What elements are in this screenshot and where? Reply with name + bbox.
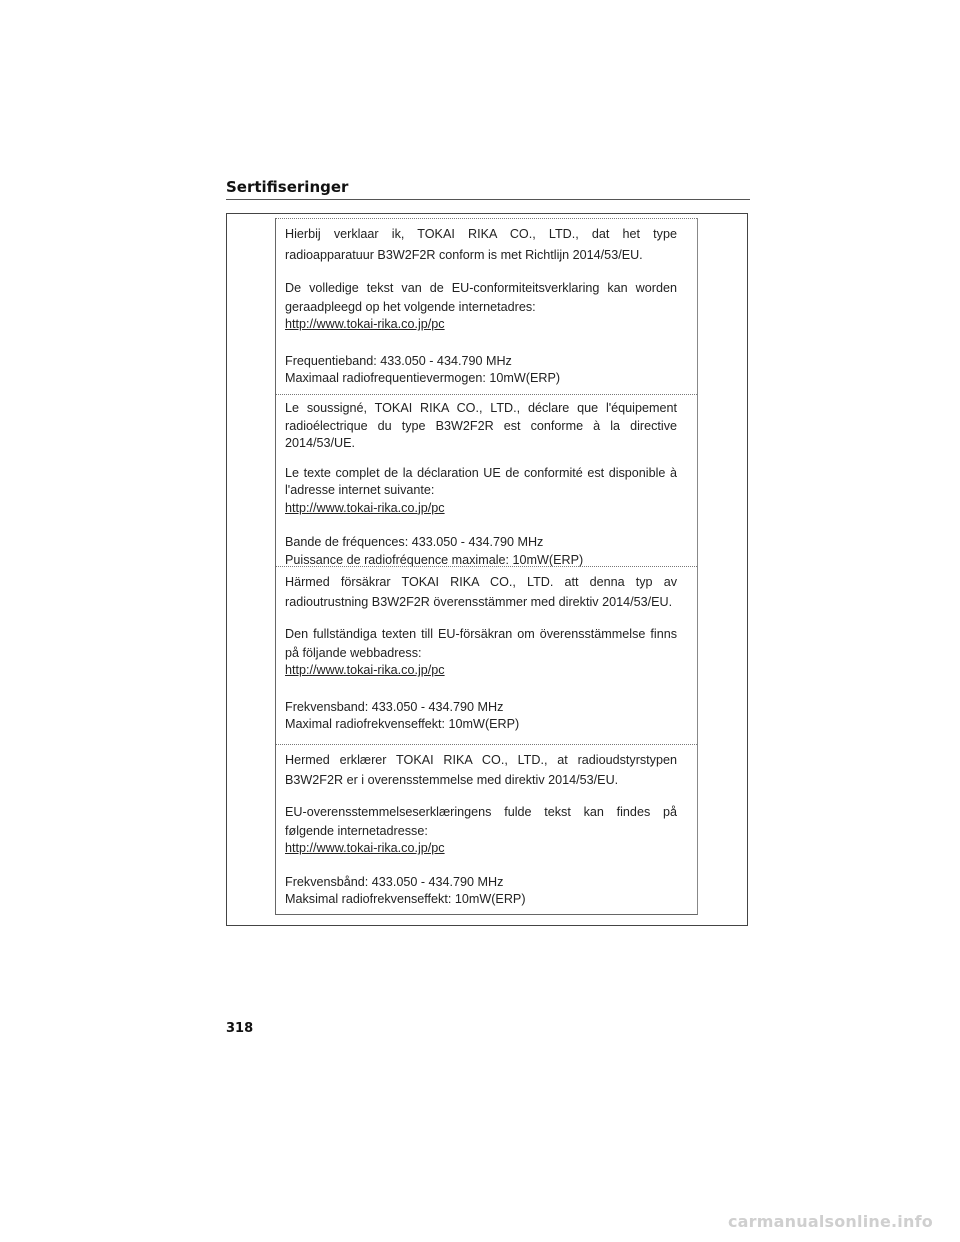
max-power-text: Maksimal radiofrekvenseffekt: 10mW(ERP) bbox=[285, 892, 526, 906]
full-text-note: Le texte complet de la déclaration UE de conformité est disponible à l'adresse internet suivante: bbox=[285, 465, 677, 497]
scanned-declaration-sheet bbox=[275, 218, 698, 915]
max-power-text: Maximaal radiofrequentievermogen: 10mW(ERP) bbox=[285, 371, 561, 385]
declaration-text: Härmed försäkrar TOKAI RIKA CO., LTD. att denna typ av radioutrustning B3W2F2R överensstämmer med direktiv 2014/53/EU. bbox=[285, 575, 677, 609]
declaration-section-french bbox=[276, 394, 697, 566]
frequency-band-text: Frekvensbånd: 433.050 - 434.790 MHz bbox=[285, 874, 504, 889]
declaration-section-dutch bbox=[276, 218, 697, 394]
declaration-url-link[interactable]: http://www.tokai-rika.co.jp/pc bbox=[285, 500, 445, 515]
declaration-url-link[interactable]: http://www.tokai-rika.co.jp/pc bbox=[285, 663, 445, 677]
full-text-note: Den fullständiga texten till EU-försäkran om överensstämmelse finns på följande webbadress: bbox=[285, 627, 677, 660]
frequency-band-text: Frekvensband: 433.050 - 434.790 MHz bbox=[285, 699, 504, 714]
full-text-note: De volledige tekst van de EU-conformiteitsverklaring kan worden geraadpleegd op het volgende internetadres: bbox=[285, 281, 677, 314]
title-divider bbox=[226, 199, 750, 200]
declaration-section-swedish bbox=[276, 566, 697, 744]
declaration-text: Le soussigné, TOKAI RIKA CO., LTD., déclare que l'équipement radioélectrique du type B3W2F2R est conforme à la directive 2014/53/UE. bbox=[285, 401, 677, 450]
declaration-section-danish bbox=[276, 744, 697, 915]
page-title: Sertifiseringer bbox=[226, 178, 349, 196]
page-number: 318 bbox=[226, 1021, 254, 1036]
frequency-band-text: Frequentieband: 433.050 - 434.790 MHz bbox=[285, 353, 512, 368]
max-power-text: Maximal radiofrekvenseffekt: 10mW(ERP) bbox=[285, 717, 520, 731]
max-power-text: Puissance de radiofréquence maximale: 10mW(ERP) bbox=[285, 552, 584, 567]
frequency-band-text: Bande de fréquences: 433.050 - 434.790 MHz bbox=[285, 535, 544, 549]
declaration-text: Hermed erklærer TOKAI RIKA CO., LTD., at radioudstyrstypen B3W2F2R er i overensstemmelse med direktiv 2014/53/EU. bbox=[285, 753, 677, 787]
declaration-url-link[interactable]: http://www.tokai-rika.co.jp/pc bbox=[285, 317, 445, 331]
declaration-url-link[interactable]: http://www.tokai-rika.co.jp/pc bbox=[285, 841, 445, 855]
declaration-text: Hierbij verklaar ik, TOKAI RIKA CO., LTD., dat het type radioapparatuur B3W2F2R conform is met Richtlijn 2014/53/EU. bbox=[285, 227, 677, 262]
watermark: carmanualsonline.info bbox=[728, 1212, 933, 1231]
full-text-note: EU-overensstemmelseserklæringens fulde tekst kan findes på følgende internetadresse: bbox=[285, 805, 677, 838]
